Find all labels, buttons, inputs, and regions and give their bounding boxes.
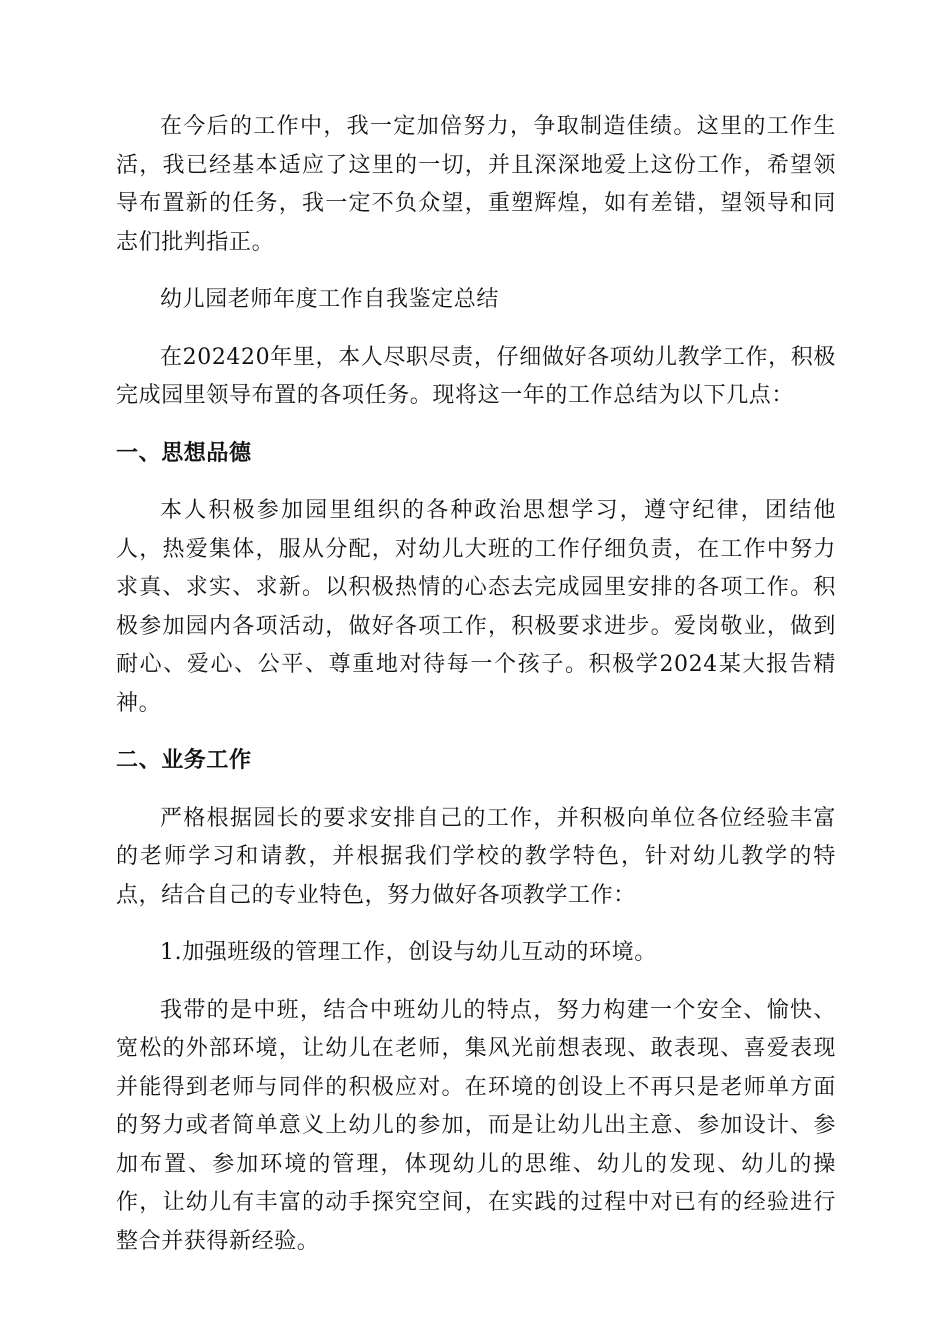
paragraph-gap	[116, 723, 836, 742]
paragraph-intro: 在202420年里，本人尽职尽责，仔细做好各项幼儿教学工作，积极完成园里领导布置的各项任务。现将这一年的工作总结为以下几点：	[116, 344, 836, 408]
paragraph-closing: 在今后的工作中，我一定加倍努力，争取制造佳绩。这里的工作生活，我已经基本适应了这里的一切，并且深深地爱上这份工作，希望领导布置新的任务，我一定不负众望，重塑辉煌，如有差错，望领导和同志们批判指正。	[116, 114, 836, 255]
paragraph-gap	[116, 915, 836, 934]
section-heading-ideology: 一、思想品德	[116, 440, 252, 466]
paragraph-gap	[116, 262, 836, 281]
paragraph-gap	[116, 416, 836, 435]
list-item-1: 1.加强班级的管理工作，创设与幼儿互动的环境。	[160, 940, 657, 965]
paragraph-gap	[116, 781, 836, 800]
paragraph-work: 严格根据园长的要求安排自己的工作，并积极向单位各位经验丰富的老师学习和请教，并根据我们学校的教学特色，针对幼儿教学的特点，结合自己的专业特色，努力做好各项教学工作：	[116, 805, 836, 908]
paragraph-gap	[116, 473, 836, 492]
paragraph-class: 我带的是中班，结合中班幼儿的特点，努力构建一个安全、愉快、宽松的外部环境，让幼儿在老师，集风光前想表现、敢表现、喜爱表现并能得到老师与同伴的积极应对。在环境的创设上不再只是老师单方面的努力或者简单意义上幼儿的参加，而是让幼儿出主意、参加设计、参加布置、参加环境的管理，体现幼儿的思维、幼儿的发现、幼儿的操作，让幼儿有丰富的动手探究空间，在实践的过程中对已有的经验进行整合并获得新经验。	[116, 997, 836, 1254]
paragraph-gap	[116, 320, 836, 339]
section-heading-work: 二、业务工作	[116, 748, 252, 773]
document-page	[116, 108, 836, 1261]
document-subtitle: 幼儿园老师年度工作自我鉴定总结	[160, 287, 500, 312]
paragraph-ideology: 本人积极参加园里组织的各种政治思想学习，遵守纪律，团结他人，热爱集体，服从分配，对幼儿大班的工作仔细负责，在工作中努力求真、求实、求新。以积极热情的心态去完成园里安排的各项工作。积极参加园内各项活动，做好各项工作，积极要求进步。爱岗敬业，做到耐心、爱心、公平、尊重地对待每一个孩子。积极学2024某大报告精神。	[116, 498, 836, 716]
paragraph-gap	[116, 973, 836, 992]
